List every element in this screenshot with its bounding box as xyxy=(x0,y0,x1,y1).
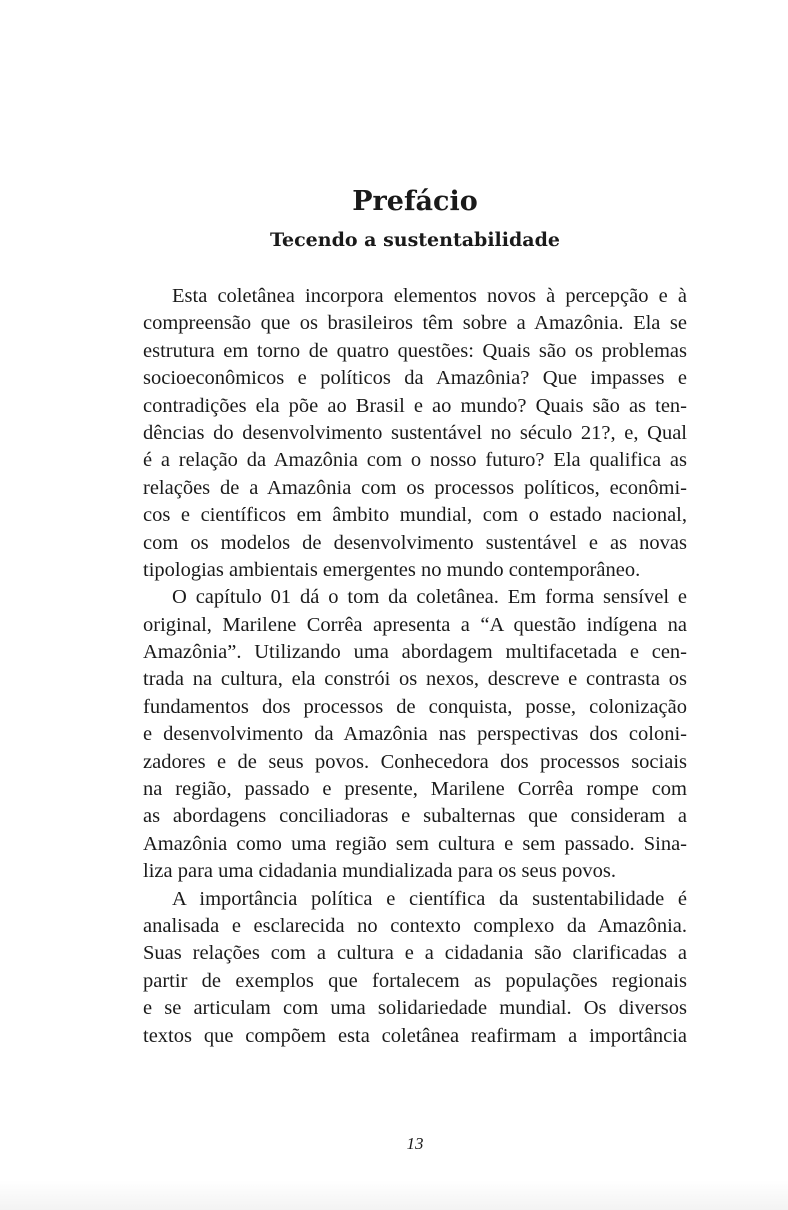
text-line: Amazônia como uma região sem cultura e sem passado. Sina- xyxy=(143,832,687,855)
text-line: zadores e de seus povos. Conhecedora dos processos sociais xyxy=(143,750,687,773)
text-line: A importância política e científica da sustentabilidade é xyxy=(172,887,687,910)
text-line: na região, passado e presente, Marilene Corrêa rompe com xyxy=(143,778,687,801)
text-line: é a relação da Amazônia com o nosso futuro? Ela qualifica as xyxy=(143,449,687,472)
text-line: com os modelos de desenvolvimento sustentável e as novas xyxy=(143,531,687,554)
text-line: original, Marilene Corrêa apresenta a “A questão indígena na xyxy=(143,613,687,636)
text-line: trada na cultura, ela constrói os nexos, descreve e contrasta os xyxy=(143,668,687,691)
paragraph xyxy=(143,584,687,885)
chapter-title: Prefácio xyxy=(352,186,478,217)
page-number: 13 xyxy=(406,1134,424,1153)
chapter-subtitle: Tecendo a sustentabilidade xyxy=(270,229,560,251)
text-line: contradições ela põe ao Brasil e ao mundo? Quais são as ten- xyxy=(143,394,687,417)
text-line: partir de exemplos que fortalecem as populações regionais xyxy=(143,969,687,992)
paragraph xyxy=(143,283,687,584)
text-line: cos e científicos em âmbito mundial, com o estado nacional, xyxy=(143,504,687,527)
text-line: liza para uma cidadania mundializada para os seus povos. xyxy=(143,860,617,883)
text-line: dências do desenvolvimento sustentável no século 21?, e, Qual xyxy=(143,421,687,444)
text-line: textos que compõem esta coletânea reafirmam a importância xyxy=(143,1024,687,1047)
text-line: e se articulam com uma solidariedade mundial. Os diversos xyxy=(143,997,687,1020)
text-line: tipologias ambientais emergentes no mundo contemporâneo. xyxy=(143,558,641,581)
paragraph xyxy=(143,886,687,1050)
text-line: estrutura em torno de quatro questões: Quais são os problemas xyxy=(143,339,687,362)
text-line: analisada e esclarecida no contexto complexo da Amazônia. xyxy=(143,914,687,937)
text-line: O capítulo 01 dá o tom da coletânea. Em forma sensível e xyxy=(172,586,687,609)
text-line: Esta coletânea incorpora elementos novos à percepção e à xyxy=(172,285,687,307)
body-text xyxy=(143,283,687,1050)
text-line: as abordagens conciliadoras e subalternas que consideram a xyxy=(143,805,687,828)
text-line: Amazônia”. Utilizando uma abordagem multifacetada e cen- xyxy=(143,641,687,664)
text-line: Suas relações com a cultura e a cidadania são clarificadas a xyxy=(143,942,687,965)
page-edge-shadow xyxy=(0,1180,788,1210)
text-line: relações de a Amazônia com os processos políticos, econômi- xyxy=(143,476,687,499)
text-line: compreensão que os brasileiros têm sobre a Amazônia. Ela se xyxy=(143,312,687,335)
text-line: e desenvolvimento da Amazônia nas perspectivas dos coloni- xyxy=(143,723,687,746)
text-line: socioeconômicos e políticos da Amazônia? Que impasses e xyxy=(143,367,687,390)
text-line: fundamentos dos processos de conquista, posse, colonização xyxy=(143,695,687,718)
